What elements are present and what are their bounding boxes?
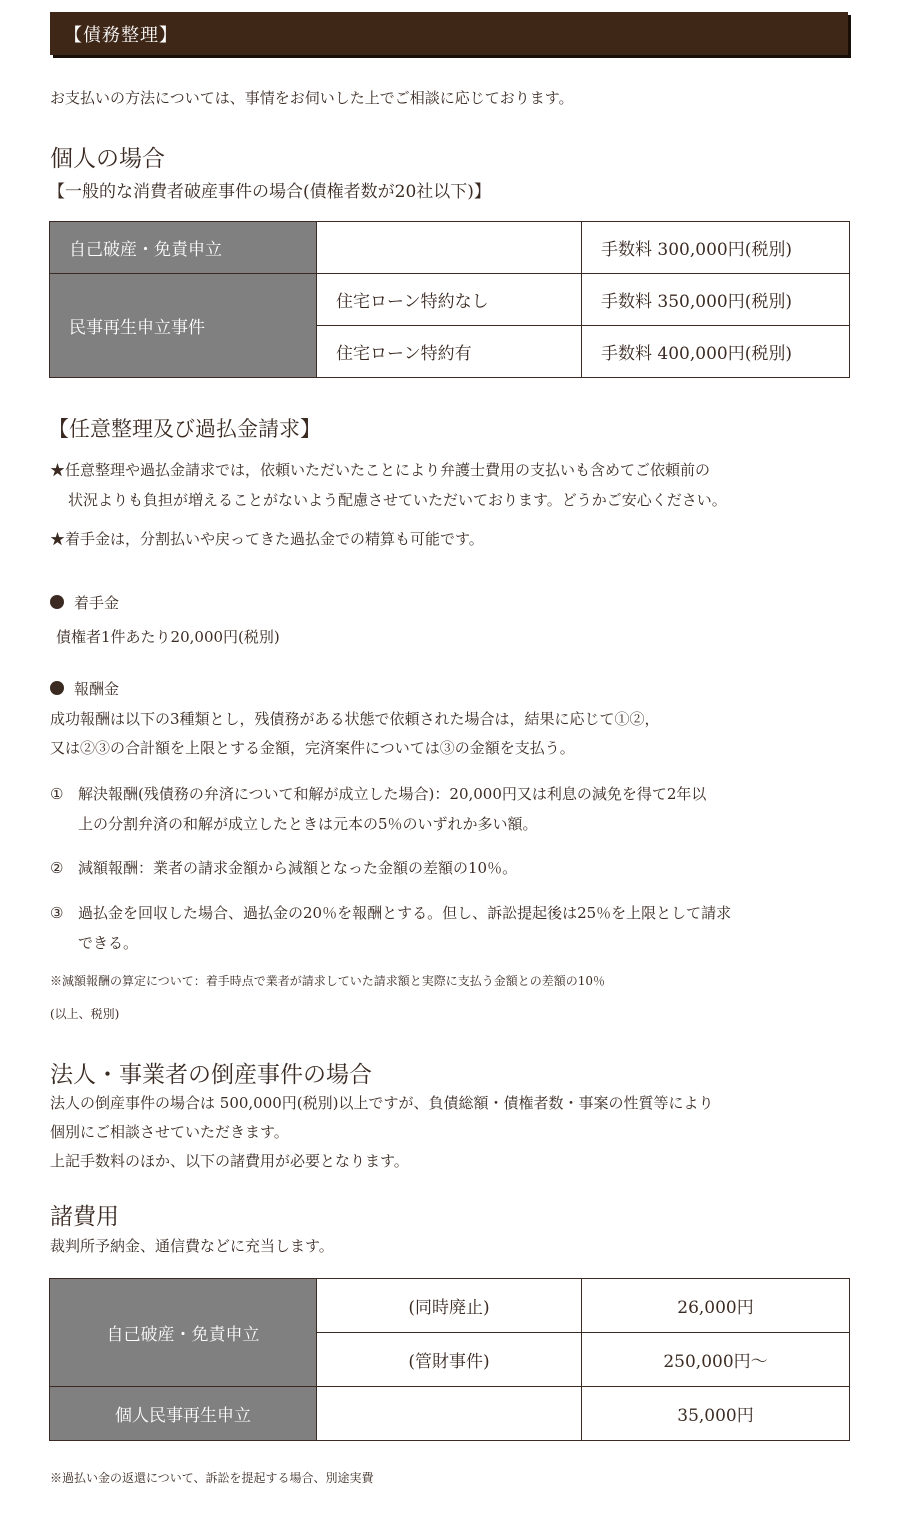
reward-label: 報酬金 (74, 680, 120, 698)
reward-item-3 (50, 898, 731, 928)
table-cell (317, 1387, 582, 1441)
item-number: ① (50, 785, 64, 803)
table-cell: 住宅ローン特約なし (317, 274, 582, 326)
table-row (50, 1279, 850, 1333)
corporate-title: 法人・事業者の倒産事件の場合 (50, 1062, 372, 1088)
expenses-desc: 裁判所予納金、通信費などに充当します。 (50, 1237, 334, 1255)
corporate-text-line-1: 法人の倒産事件の場合は 500,000円(税別)以上ですが、負債総額・債権者数・事案の性質等により (50, 1094, 714, 1112)
retainer-text: 債権者1件あたり20,000円(税別) (56, 628, 280, 646)
table-cell: (管財事件) (317, 1333, 582, 1387)
table-cell: 手数料 400,000円(税別) (582, 326, 850, 378)
tax-note: (以上、税別) (50, 1007, 120, 1021)
table-row (50, 1387, 850, 1441)
table-cell: (同時廃止) (317, 1279, 582, 1333)
reward-text-line-2: 又は②③の合計額を上限とする金額，完済案件については③の金額を支払う。 (50, 739, 575, 757)
table-cell (317, 222, 582, 274)
intro-text: お支払いの方法については、事情をお伺いした上でご相談に応じております。 (50, 89, 574, 107)
table-cell: 自己破産・免責申立 (50, 1279, 317, 1387)
table-cell: 35,000円 (582, 1387, 850, 1441)
expenses-title: 諸費用 (50, 1204, 119, 1230)
table-cell: 自己破産・免責申立 (50, 222, 317, 274)
item-text: 減額報酬：業者の請求金額から減額となった金額の差額の10％。 (78, 859, 518, 877)
table-cell: 250,000円〜 (582, 1333, 850, 1387)
reward-heading (50, 674, 119, 704)
reward-item-2 (50, 853, 517, 883)
item-text: 解決報酬(残債務の弁済について和解が成立した場合)：20,000円又は利息の減免を得て2年以 (78, 785, 707, 803)
star-note-1-line-2: 状況よりも負担が増えることがないよう配慮させていただいております。どうかご安心ください。 (68, 491, 727, 509)
expenses-note: ※過払い金の返還について、訴訟を提起する場合、別途実費 (50, 1471, 374, 1485)
reward-text-line-1: 成功報酬は以下の3種類とし，残債務がある状態で依頼された場合は，結果に応じて①②， (50, 710, 660, 728)
star-note-1-line-1: ★任意整理や過払金請求では，依頼いただいたことにより弁護士費用の支払いも含めてご依頼前の (50, 461, 711, 479)
reward-item-1-line-2: 上の分割弁済の和解が成立したときは元本の5％のいずれか多い額。 (78, 815, 538, 833)
reward-item-3-line-2: できる。 (78, 934, 139, 952)
reward-item-1 (50, 779, 706, 809)
expenses-table (49, 1278, 850, 1441)
reward-note: ※減額報酬の算定について：着手時点で業者が請求していた請求額と実際に支払う金額との差額の10％ (50, 974, 606, 988)
table-cell: 住宅ローン特約有 (317, 326, 582, 378)
individual-title: 個人の場合 (50, 146, 165, 172)
table-cell: 手数料 350,000円(税別) (582, 274, 850, 326)
table-row (50, 274, 850, 326)
item-text: 過払金を回収した場合、過払金の20％を報酬とする。但し、訴訟提起後は25％を上限として請求 (78, 904, 732, 922)
table-cell: 個人民事再生申立 (50, 1387, 317, 1441)
bullet-icon (50, 681, 64, 695)
table-cell: 26,000円 (582, 1279, 850, 1333)
individual-fee-table (49, 221, 850, 378)
item-number: ② (50, 859, 64, 877)
bullet-icon (50, 595, 64, 609)
corporate-text-line-3: 上記手数料のほか、以下の諸費用が必要となります。 (50, 1152, 409, 1170)
section-header-title: 【債務整理】 (64, 25, 178, 46)
table-cell: 手数料 300,000円(税別) (582, 222, 850, 274)
star-note-2: ★着手金は，分割払いや戻ってきた過払金での精算も可能です。 (50, 530, 484, 548)
voluntary-title: 【任意整理及び過払金請求】 (48, 417, 321, 441)
table-cell: 民事再生申立事件 (50, 274, 317, 378)
corporate-text-line-2: 個別にご相談させていただきます。 (50, 1123, 289, 1141)
item-number: ③ (50, 904, 64, 922)
retainer-heading (50, 588, 119, 618)
table-row (50, 222, 850, 274)
retainer-label: 着手金 (74, 594, 120, 612)
individual-subtitle: 【一般的な消費者破産事件の場合(債権者数が20社以下)】 (48, 182, 491, 202)
